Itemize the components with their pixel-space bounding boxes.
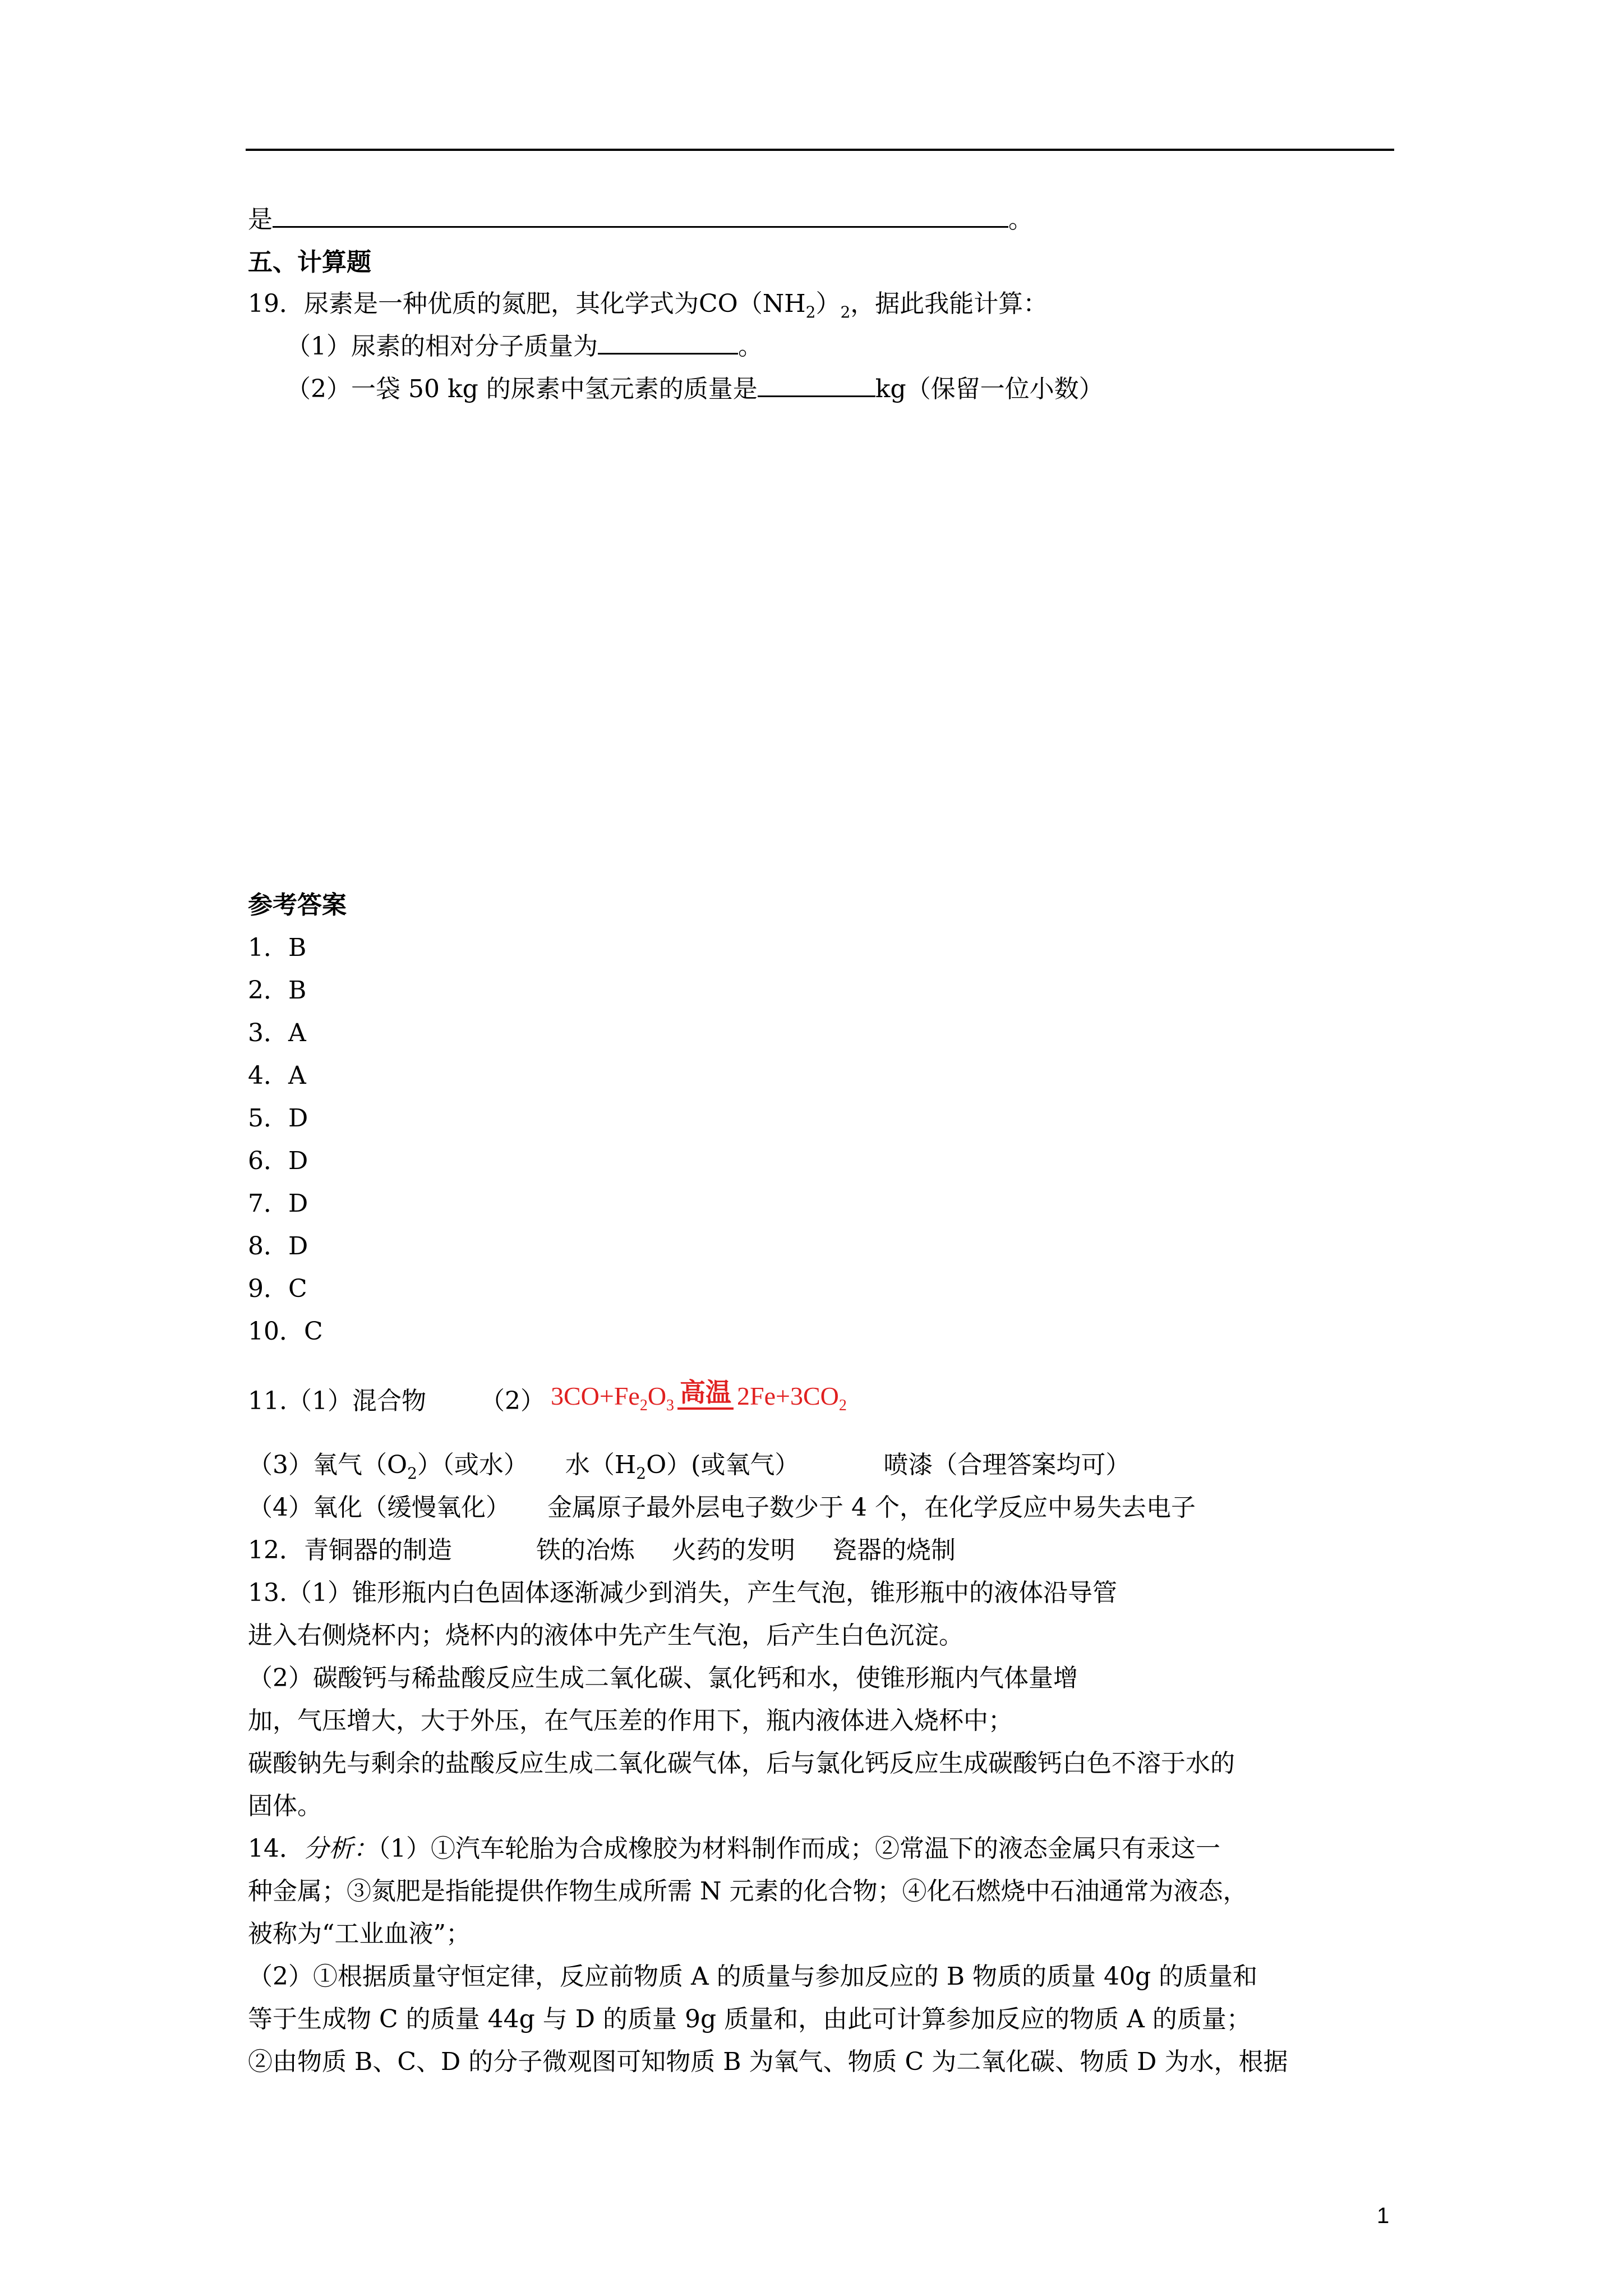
answer-13-line: 碳酸钠先与剩余的盐酸反应生成二氧化碳气体，后与氯化钙反应生成碳酸钙白色不溶于水的 (248, 1749, 1235, 1778)
q19-part1-blank[interactable] (598, 334, 738, 355)
a12-item: 铁的冶炼 (536, 1536, 635, 1565)
answer-item: 10．C (248, 1317, 323, 1346)
answer-item: 2．B (248, 976, 307, 1005)
q19-stem-mid: ） (815, 289, 841, 318)
a11-line2-e: 喷漆（合理答案均可） (883, 1451, 1131, 1479)
answer-item: 5．D (248, 1104, 308, 1133)
chemical-equation (551, 1379, 847, 1423)
answer-11-line3 (248, 1491, 1196, 1525)
a11-part1: 11.（1）混合物 (248, 1387, 426, 1415)
answers-title: 参考答案 (248, 891, 347, 919)
q19-stem-text: 19．尿素是一种优质的氮肥，其化学式为CO（NH (248, 289, 806, 318)
answer-13-line: （2）碳酸钙与稀盐酸反应生成二氧化碳、氯化钙和水，使锥形瓶内气体量增 (248, 1664, 1078, 1692)
answer-14-line: 种金属；③氮肥是指能提供作物生成所需 N 元素的化合物；④化石燃烧中石油通常为液态， (248, 1877, 1248, 1906)
q19-part1-text: （1）尿素的相对分子质量为 (286, 332, 598, 361)
a12-item: 瓷器的烧制 (832, 1536, 956, 1565)
answer-14-line: 被称为“工业血液”； (248, 1920, 471, 1948)
answer-12 (248, 1534, 956, 1567)
q19-part1-end: 。 (738, 332, 763, 361)
a11-line2-a: （3）氧气（O (248, 1451, 408, 1479)
q19-part2-end: kg（保留一位小数） (875, 375, 1104, 403)
a14-number: 14． (248, 1834, 304, 1863)
continuation-line (248, 203, 1033, 237)
answer-blank[interactable] (273, 207, 1008, 228)
answer-13-line: 进入右侧烧杯内；烧杯内的液体中先产生气泡，后产生白色沉淀。 (248, 1621, 963, 1650)
eq-sub: 3 (666, 1397, 675, 1415)
answer-14-line: ②由物质 B、C、D 的分子微观图可知物质 B 为氧气、物质 C 为二氧化碳、物质 D 为水，根据 (248, 2047, 1288, 2076)
a12-item: 12．青铜器的制造 (248, 1536, 452, 1565)
answer-item: 1．B (248, 933, 307, 962)
q19-part2-blank[interactable] (758, 376, 875, 397)
answer-item: 3．A (248, 1019, 306, 1047)
eq-products: 2Fe+3CO (737, 1382, 839, 1410)
answer-item: 6．D (248, 1147, 308, 1175)
a12-item: 火药的发明 (672, 1536, 795, 1565)
a11-sub: 2 (636, 1464, 647, 1483)
q19-part2-text: （2）一袋 50 kg 的尿素中氢元素的质量是 (286, 375, 758, 403)
a11-line3-b: 金属原子最外层电子数少于 4 个，在化学反应中易失去电子 (547, 1493, 1196, 1522)
a14-text: （1）①汽车轮胎为合成橡胶为材料制作而成；②常温下的液态金属只有汞这一 (378, 1834, 1220, 1863)
answer-14-line: 等于生成物 C 的质量 44g 与 D 的质量 9g 质量和，由此可计算参加反应的物质 A 的质量； (248, 2005, 1251, 2033)
continuation-prefix: 是 (248, 205, 273, 234)
a11-line2-d: O）(或氧气） (646, 1451, 800, 1479)
a14-analysis-label: 分析： (304, 1834, 378, 1863)
header-rule (246, 149, 1394, 151)
answer-item: 9．C (248, 1274, 307, 1303)
answer-item: 8．D (248, 1232, 308, 1260)
page-number: 1 (1377, 2203, 1390, 2228)
eq-reactants: 3CO+Fe (550, 1382, 640, 1410)
eq-sub: 2 (838, 1397, 847, 1415)
answer-11-line1 (248, 1377, 847, 1427)
q19-stem-end: ，据此我能计算： (850, 289, 1048, 318)
answer-14-line1 (248, 1832, 1220, 1866)
answer-11-line2 (248, 1448, 1130, 1490)
answer-13-line: 固体。 (248, 1792, 322, 1820)
eq-sub: 2 (639, 1397, 648, 1415)
answer-item: 4．A (248, 1061, 306, 1090)
question-19-part2 (286, 372, 1104, 406)
question-19-part1 (286, 330, 763, 364)
answer-13-line: 13.（1）锥形瓶内白色固体逐渐减少到消失，产生气泡，锥形瓶中的液体沿导管 (248, 1579, 1117, 1607)
answer-item: 7．D (248, 1189, 308, 1218)
a11-part2-label: （2） (479, 1387, 545, 1415)
a11-line3-a: （4）氧化（缓慢氧化） (248, 1493, 510, 1522)
answer-13-line: 加，气压增大，大于外压，在气压差的作用下，瓶内液体进入烧杯中； (248, 1706, 1013, 1735)
a11-sub: 2 (407, 1464, 417, 1483)
a11-line2-b: ）（或水） (417, 1451, 528, 1479)
a11-line2-c: 水（H (565, 1451, 637, 1479)
section-title: 五、计算题 (248, 248, 371, 277)
eq-oxygen: O (647, 1382, 667, 1410)
eq-condition: 高温 (677, 1377, 734, 1410)
question-19-stem (248, 287, 1048, 329)
continuation-suffix: 。 (1008, 205, 1033, 234)
q19-subscript-2: 2 (840, 302, 851, 321)
q19-subscript: 2 (805, 302, 816, 321)
answer-14-line: （2）①根据质量守恒定律，反应前物质 A 的质量与参加反应的 B 物质的质量 40g 的质量和 (248, 1962, 1258, 1991)
